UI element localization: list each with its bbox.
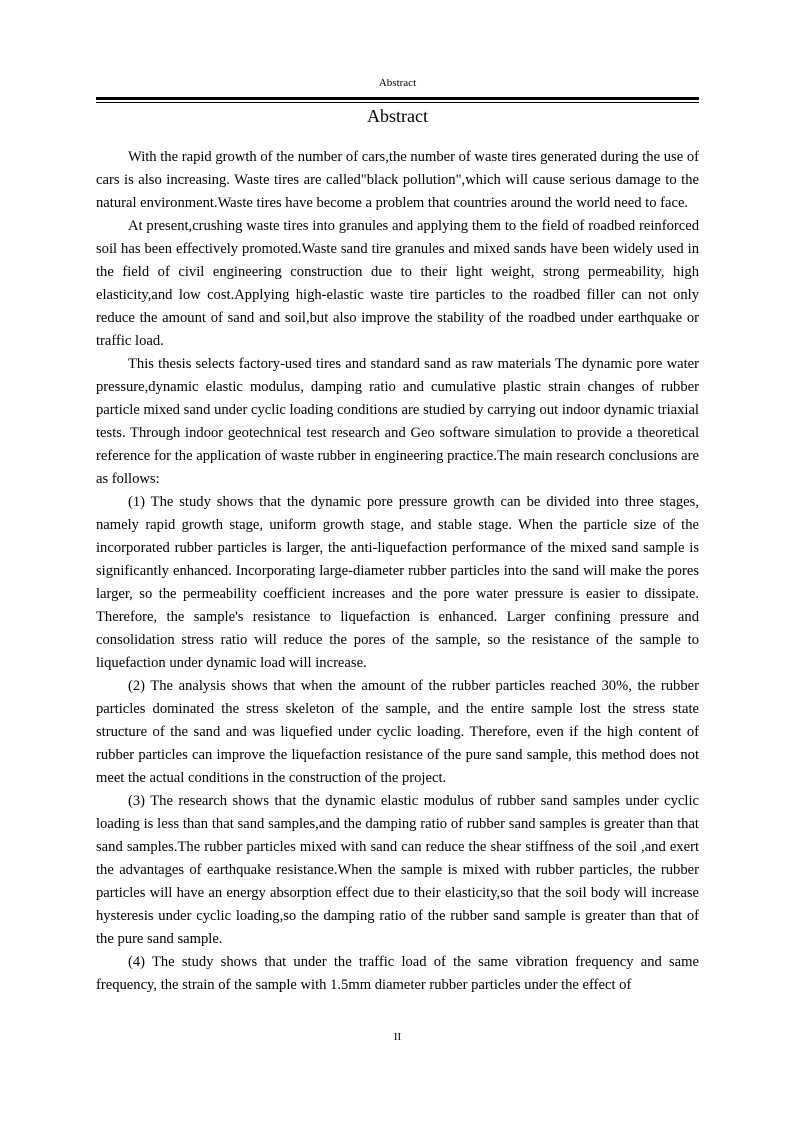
paragraph: At present,crushing waste tires into granules and applying them to the field of roadbed reinforced soil has been effectively promoted.Waste sand tire granules and mixed sands have been widely used in the field of civil engineering construction due to their light weight, strong permeability, high elasticity,and low cost.Applying high-elastic waste tire particles to the roadbed filler can not only reduce the amount of sand and soil,but also improve the stability of the roadbed under earthquake or traffic load.	[96, 218, 699, 349]
paragraph: (3) The research shows that the dynamic elastic modulus of rubber sand samples under cyclic loading is less than that sand samples,and the damping ratio of rubber sand samples is greater than that sand samples.The rubber particles mixed with sand can reduce the shear stiffness of the soil ,and exert the advantages of earthquake resistance.When the sample is mixed with rubber particles, the rubber particles will have an energy absorption effect due to their elasticity,so that the soil body will increase hysteresis under cyclic loading,so the damping ratio of the rubber sand sample is greater than that of the pure sand sample.	[96, 793, 699, 947]
page-title: Abstract	[367, 106, 428, 126]
abstract-body	[96, 146, 699, 1020]
paragraph: This thesis selects factory-used tires and standard sand as raw materials The dynamic pore water pressure,dynamic elastic modulus, damping ratio and cumulative plastic strain changes of rubber particle mixed sand under cyclic loading conditions are studied by carrying out indoor dynamic triaxial tests. Through indoor geotechnical test research and Geo software simulation to provide a theoretical reference for the application of waste rubber in engineering practice.The main research conclusions are as follows:	[96, 356, 699, 487]
paragraph: (2) The analysis shows that when the amount of the rubber particles reached 30%, the rubber particles dominated the stress skeleton of the sample, and the entire sample lost the stress state structure of the sand and was liquefied under cyclic loading. Therefore, even if the high content of rubber particles can improve the liquefaction resistance of the pure sand sample, this method does not meet the actual conditions in the construction of the project.	[96, 678, 699, 786]
paragraph: With the rapid growth of the number of cars,the number of waste tires generated during the use of cars is also increasing. Waste tires are called"black pollution",which will cause serious damage to the natural environment.Waste tires have become a problem that countries around the world need to face.	[96, 149, 699, 211]
paragraph: (1) The study shows that the dynamic pore pressure growth can be divided into three stages, namely rapid growth stage, uniform growth stage, and stable stage. When the particle size of the incorporated rubber particles is larger, the anti-liquefaction performance of the mixed sand sample is significantly enhanced. Incorporating large-diameter rubber particles into the sand will make the pores larger, so the permeability coefficient increases and the pore water pressure is easier to dissipate. Therefore, the sample's resistance to liquefaction is enhanced. Larger confining pressure and consolidation stress ratio will reduce the pores of the sample, so the resistance of the sample to liquefaction under dynamic load will increase.	[96, 494, 699, 671]
header-rule-thick	[96, 97, 699, 100]
header-rule-thin	[96, 102, 699, 103]
page-number: II	[393, 1031, 402, 1043]
running-header: Abstract	[378, 77, 417, 89]
paragraph: (4) The study shows that under the traffic load of the same vibration frequency and same frequency, the strain of the sample with 1.5mm diameter rubber particles under the effect of	[96, 954, 699, 993]
